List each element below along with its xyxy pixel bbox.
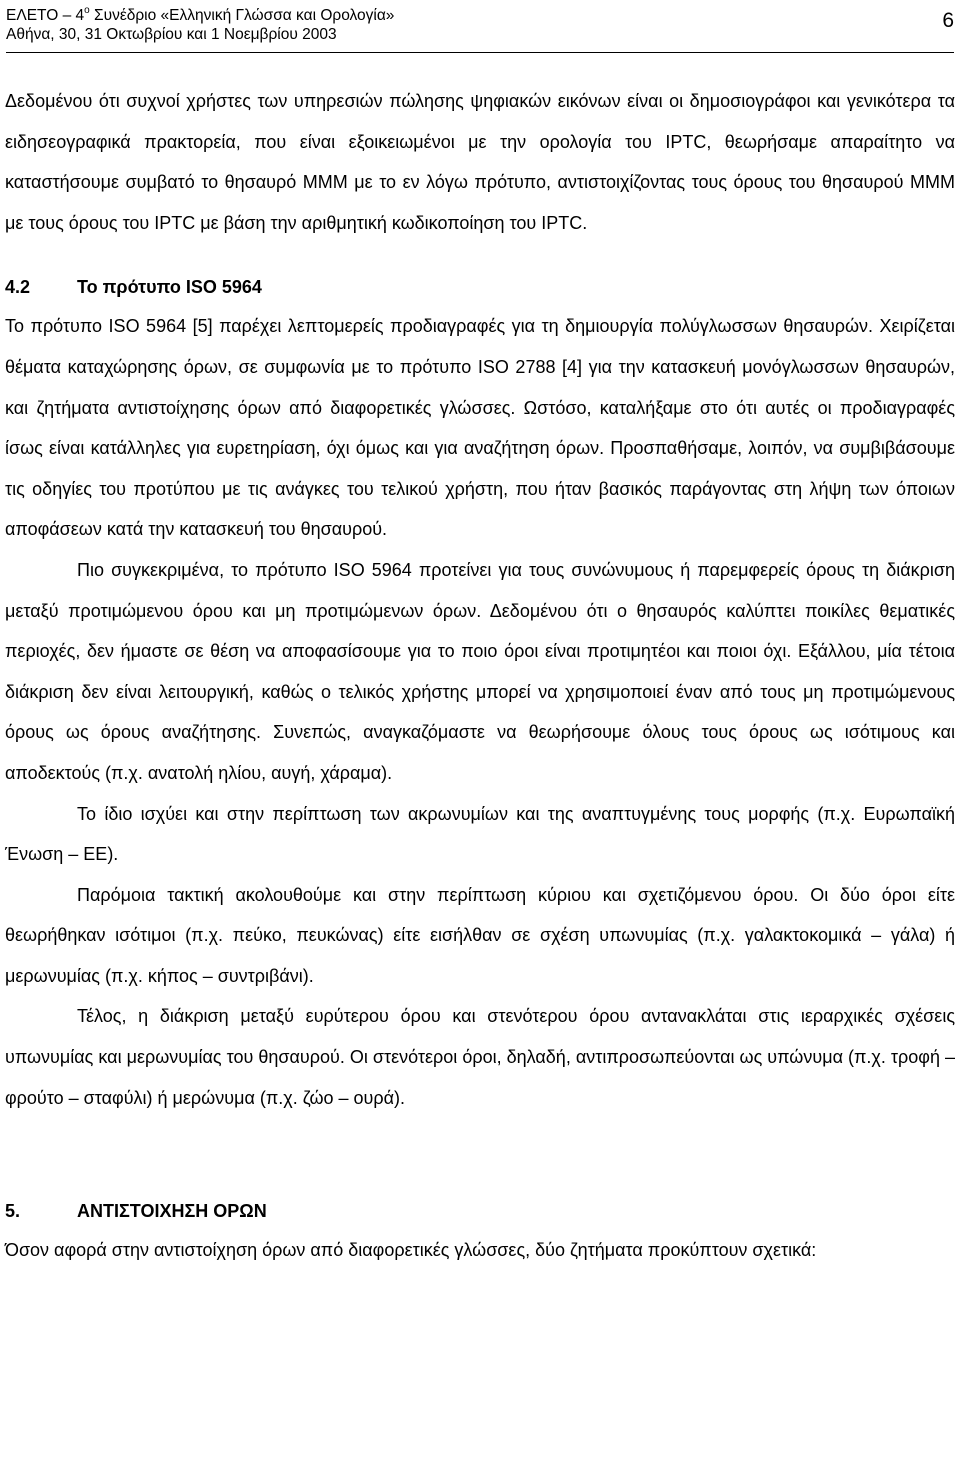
intro-paragraph: Δεδομένου ότι συχνοί χρήστες των υπηρεσιών πώλησης ψηφιακών εικόνων είναι οι δημοσιογράφοι και γενικότερα τα ειδησεογραφικά πρακτορεία, που είναι εξοικειωμένοι με την ορολογία του IPTC, θεωρήσαμε απαραίτητο να καταστήσουμε συμβατό το θησαυρό ΜΜΜ με το εν λόγω πρότυπο, αντιστοιχίζοντας τους όρους του θησαυρού ΜΜΜ με τους όρους του IPTC με βάση την αριθμητική κωδικοποίηση του IPTC. <box>5 91 955 233</box>
conference-title-suffix: Συνέδριο «Ελληνική Γλώσσα και Ορολογία» <box>89 7 395 24</box>
section-4-2-paragraph-5: Τέλος, η διάκριση μεταξύ ευρύτερου όρου και στενότερου όρου αντανακλάται στις ιεραρχικές σχέσεις υπωνυμίας και μερωνυμίας του θησαυρού. Οι στενότεροι όροι, δηλαδή, αντιπροσωπεύονται ως υπώνυμα (π.χ. τροφή – φρούτο – σταφύλι) ή μερώνυμα (π.χ. ζώο – ουρά). <box>5 1006 955 1108</box>
conference-title <box>6 6 954 25</box>
section-number: 4.2 <box>5 277 31 298</box>
section-4-2-paragraph-4: Παρόμοια τακτική ακολουθούμε και στην περίπτωση κύριου και σχετιζόμενου όρου. Οι δύο όροι είτε θεωρήθηκαν ισότιμοι (π.χ. πεύκο, πευκώνας) είτε εισήλθαν σε σχέση υπωνυμίας (π.χ. γαλακτοκομικά – γάλα) ή μερωνυμίας (π.χ. κήπος – συντριβάνι). <box>5 884 955 986</box>
conference-dates: Αθήνα, 30, 31 Οκτωβρίου και 1 Νοεμβρίου 2003 <box>6 26 337 43</box>
spacer <box>5 1118 955 1192</box>
section-4-2-paragraph-2: Πιο συγκεκριμένα, το πρότυπο ISO 5964 προτείνει για τους συνώνυμους ή παρεμφερείς όρους τη διάκριση μεταξύ προτιμώμενου όρου και μη προτιμώμενων όρων. Δεδομένου ότι ο θησαυρός καλύπτει ποικίλες θεματικές περιοχές, δεν ήμαστε σε θέση να αποφασίσουμε για το ποιο όροι είναι προτιμητέοι και ποιοι όχι. Εξάλλου, μία τέτοια διάκριση δεν είναι λειτουργική, καθώς ο τελικός χρήστης μπορεί να χρησιμοποιεί έναν από τους μη προτιμώμενους όρους ως όρους αναζήτησης. Συνεπώς, αναγκαζόμαστε να θεωρήσουμε όλους τους όρους ως ισότιμους και αποδεκτούς (π.χ. ανατολή ηλίου, αυγή, χάραμα). <box>5 559 955 783</box>
section-title: Το πρότυπο ISO 5964 <box>77 277 262 298</box>
section-number: 5. <box>5 1201 21 1222</box>
section-heading-5 <box>5 1192 955 1230</box>
section-4-2-paragraph-1: Το πρότυπο ISO 5964 [5] παρέχει λεπτομερείς προδιαγραφές για τη δημιουργία πολύγλωσσων θησαυρών. Χειρίζεται θέματα καταχώρησης όρων, σε συμφωνία με το πρότυπο ISO 2788 [4] για την κατασκευή μονόγλωσσων θησαυρών, και ζητήματα αντιστοίχησης όρων από διαφορετικές γλώσσες. Ωστόσο, καταλήξαμε στο ότι αυτές οι προδιαγραφές ίσως είναι κατάλληλες για ευρετηρίαση, όχι όμως και για αναζήτηση όρων. Προσπαθήσαμε, λοιπόν, να συμβιβάσουμε τις οδηγίες του προτύπου με τις ανάγκες του τελικού χρήστη, που ήταν βασικός παράγοντας στη λήψη των όποιων αποφάσεων κατά την κατασκευή του θησαυρού. <box>5 316 955 540</box>
section-title: ΑΝΤΙΣΤΟΙΧΗΣΗ ΟΡΩΝ <box>77 1201 267 1222</box>
page-content <box>5 81 955 1270</box>
section-5-paragraph: Όσον αφορά στην αντιστοίχηση όρων από διαφορετικές γλώσσες, δύο ζητήματα προκύπτουν σχετικά: <box>5 1240 817 1261</box>
section-4-2-paragraph-3: Το ίδιο ισχύει και στην περίπτωση των ακρωνυμίων και της αναπτυγμένης τους μορφής (π.χ. Ευρωπαϊκή Ένωση – ΕΕ). <box>5 803 955 865</box>
section-heading-4-2 <box>5 268 955 306</box>
page-header <box>6 6 954 50</box>
ordinal-superscript: ο <box>84 4 90 16</box>
page-number: 6 <box>942 9 954 32</box>
spacer <box>5 243 955 268</box>
conference-title-prefix: ΕΛΕΤΟ – 4 <box>6 7 85 24</box>
header-divider <box>6 52 954 53</box>
